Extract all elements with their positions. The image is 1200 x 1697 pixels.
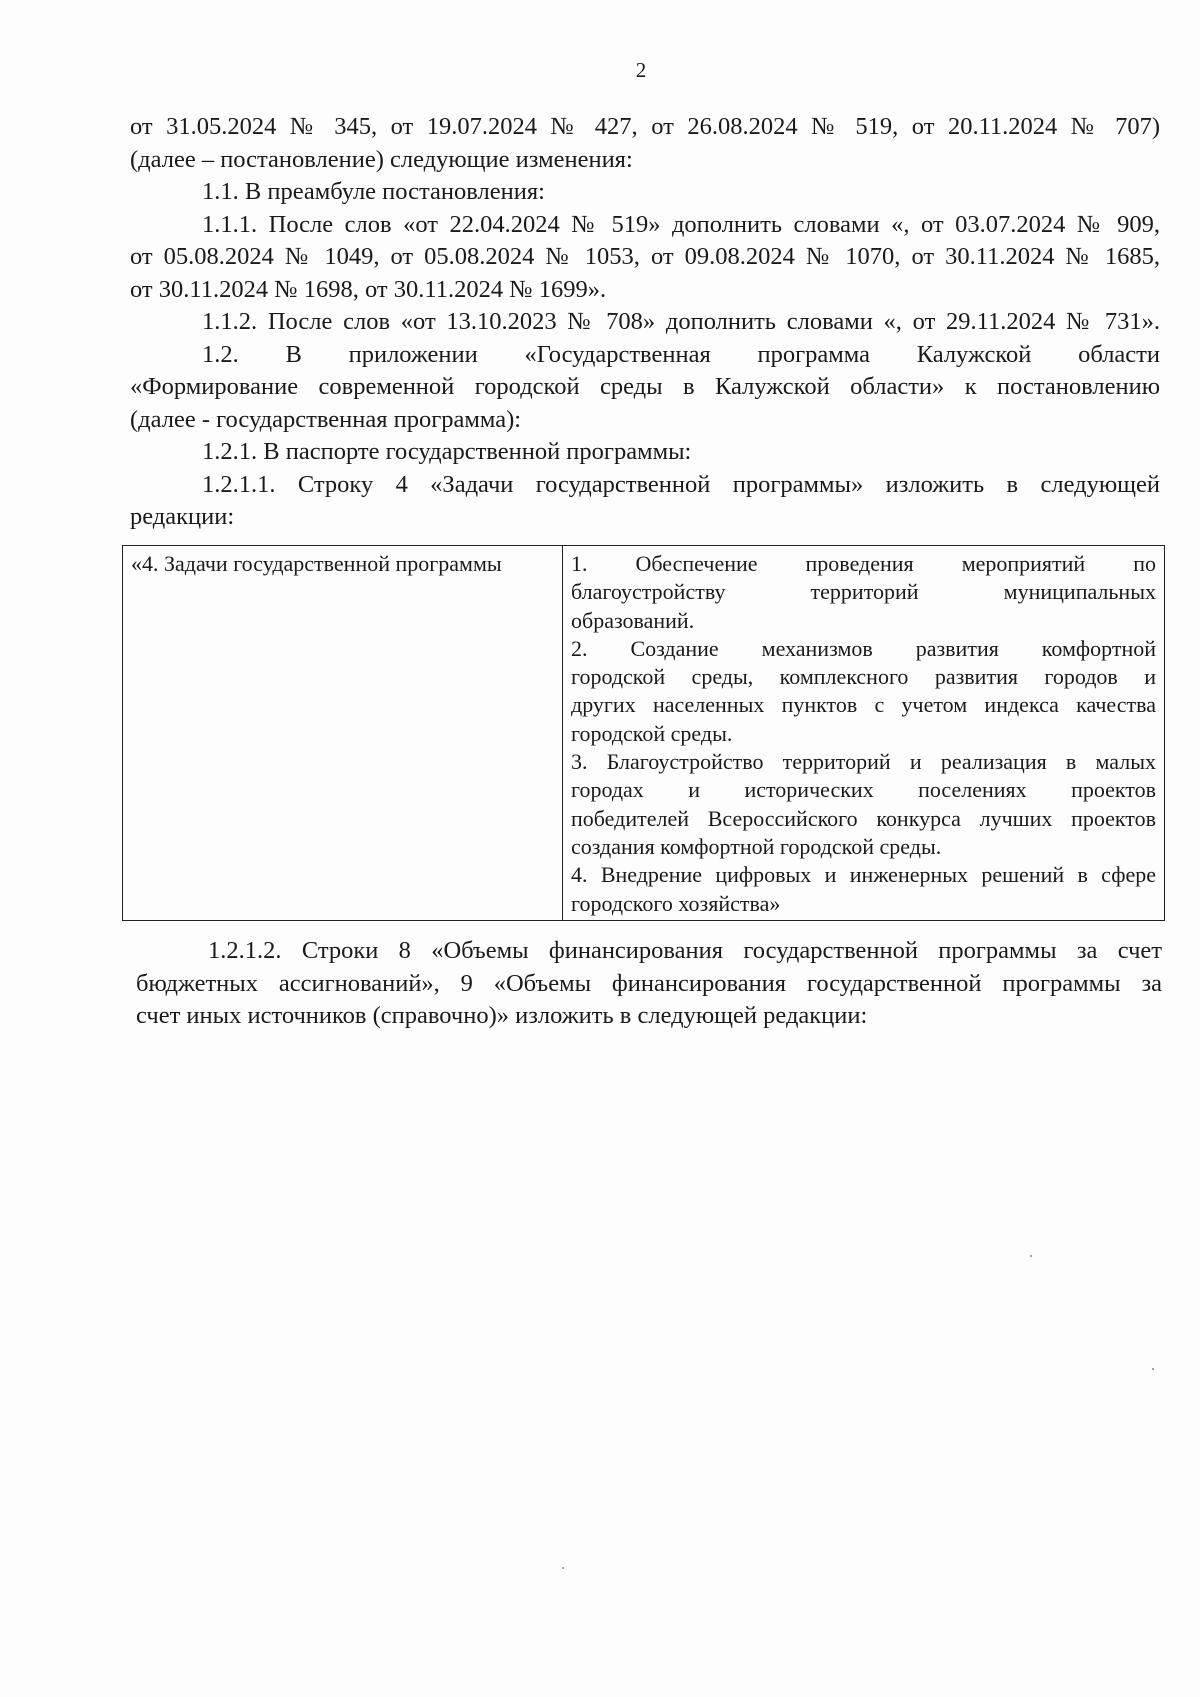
paragraph-1-2-line-1: 1.2. В приложении «Государственная программа Калужской области bbox=[202, 340, 1160, 368]
paragraph-1-1-1-line-1: 1.1.1. После слов «от 22.04.2024 № 519» дополнить словами «, от 03.07.2024 № 909, bbox=[202, 210, 1160, 238]
task-2-line-3: других населенных пунктов с учетом индекса качества bbox=[571, 692, 1156, 718]
table-label-cell bbox=[123, 546, 563, 921]
task-4-line-1: 4. Внедрение цифровых и инженерных решений в сфере bbox=[571, 862, 1156, 888]
scan-speck bbox=[1152, 1368, 1154, 1370]
task-2-line-4: городской среды. bbox=[571, 720, 733, 746]
paragraph-1-2-1-2-line-2: бюджетных ассигнований», 9 «Объемы финансирования государственной программы за bbox=[136, 969, 1162, 997]
task-1-line-3: образований. bbox=[571, 607, 695, 633]
task-item-1 bbox=[571, 550, 1156, 635]
paragraph-1-1-1-line-2: от 05.08.2024 № 1049, от 05.08.2024 № 1053, от 09.08.2024 № 1070, от 30.11.2024 № 1685, bbox=[130, 243, 1160, 270]
task-3-line-4: создания комфортной городской среды. bbox=[571, 833, 942, 859]
paragraph-1-2-1-2 bbox=[136, 935, 1162, 1033]
task-1-line-2: благоустройству территорий муниципальных bbox=[571, 579, 1156, 605]
task-2-line-1: 2. Создание механизмов развития комфортной bbox=[571, 635, 1156, 661]
paragraph-1-1-1-line-3: от 30.11.2024 № 1698, от 30.11.2024 № 1699». bbox=[130, 275, 607, 303]
task-1-line-1: 1. Обеспечение проведения мероприятий по bbox=[571, 551, 1156, 576]
intro-paragraph bbox=[130, 111, 1160, 534]
paragraph-1-1: 1.1. В преамбуле постановления: bbox=[202, 178, 545, 205]
task-4-line-2: городского хозяйства» bbox=[571, 890, 781, 916]
paragraph-1-2-1-2-line-3: счет иных источников (справочно)» изложить в следующей редакции: bbox=[136, 1002, 868, 1029]
paragraph-1-1-2: 1.1.2. После слов «от 13.10.2023 № 708» дополнить словами «, от 29.11.2024 № 731». bbox=[202, 308, 1160, 335]
scan-speck bbox=[1030, 1255, 1032, 1257]
task-item-2 bbox=[571, 635, 1156, 748]
task-3-line-3: победителей Всероссийского конкурса лучших проектов bbox=[571, 805, 1156, 831]
intro-line-1: от 31.05.2024 № 345, от 19.07.2024 № 427, от 26.08.2024 № 519, от 20.11.2024 № 707) bbox=[130, 113, 1160, 140]
paragraph-1-2-line-3: (далее - государственная программа): bbox=[130, 405, 522, 433]
table-row-label: «4. Задачи государственной программы bbox=[131, 551, 502, 576]
table-row bbox=[123, 546, 1165, 921]
page-number: 2 bbox=[635, 58, 647, 82]
task-3-line-2: городах и исторических поселениях проектов bbox=[571, 777, 1156, 803]
scan-speck bbox=[562, 1567, 564, 1569]
task-3-line-1: 3. Благоустройство территорий и реализация в малых bbox=[571, 749, 1156, 775]
task-item-3 bbox=[571, 748, 1156, 861]
paragraph-1-2-1-1-line-2: редакции: bbox=[130, 503, 235, 530]
task-item-4 bbox=[571, 861, 1156, 918]
program-tasks-table bbox=[122, 545, 1165, 921]
paragraph-1-2-1: 1.2.1. В паспорте государственной программы: bbox=[202, 438, 692, 465]
table-tasks-cell bbox=[563, 546, 1165, 921]
task-2-line-2: городской среды, комплексного развития городов и bbox=[571, 664, 1156, 690]
paragraph-1-2-1-2-line-1: 1.2.1.2. Строки 8 «Объемы финансирования государственной программы за счет bbox=[208, 937, 1162, 964]
paragraph-1-2-1-1-line-1: 1.2.1.1. Строку 4 «Задачи государственной программы» изложить в следующей bbox=[202, 470, 1160, 498]
intro-line-2: (далее – постановление) следующие изменения: bbox=[130, 145, 633, 173]
paragraph-1-2-line-2: «Формирование современной городской среды в Калужской области» к постановлению bbox=[130, 373, 1160, 400]
